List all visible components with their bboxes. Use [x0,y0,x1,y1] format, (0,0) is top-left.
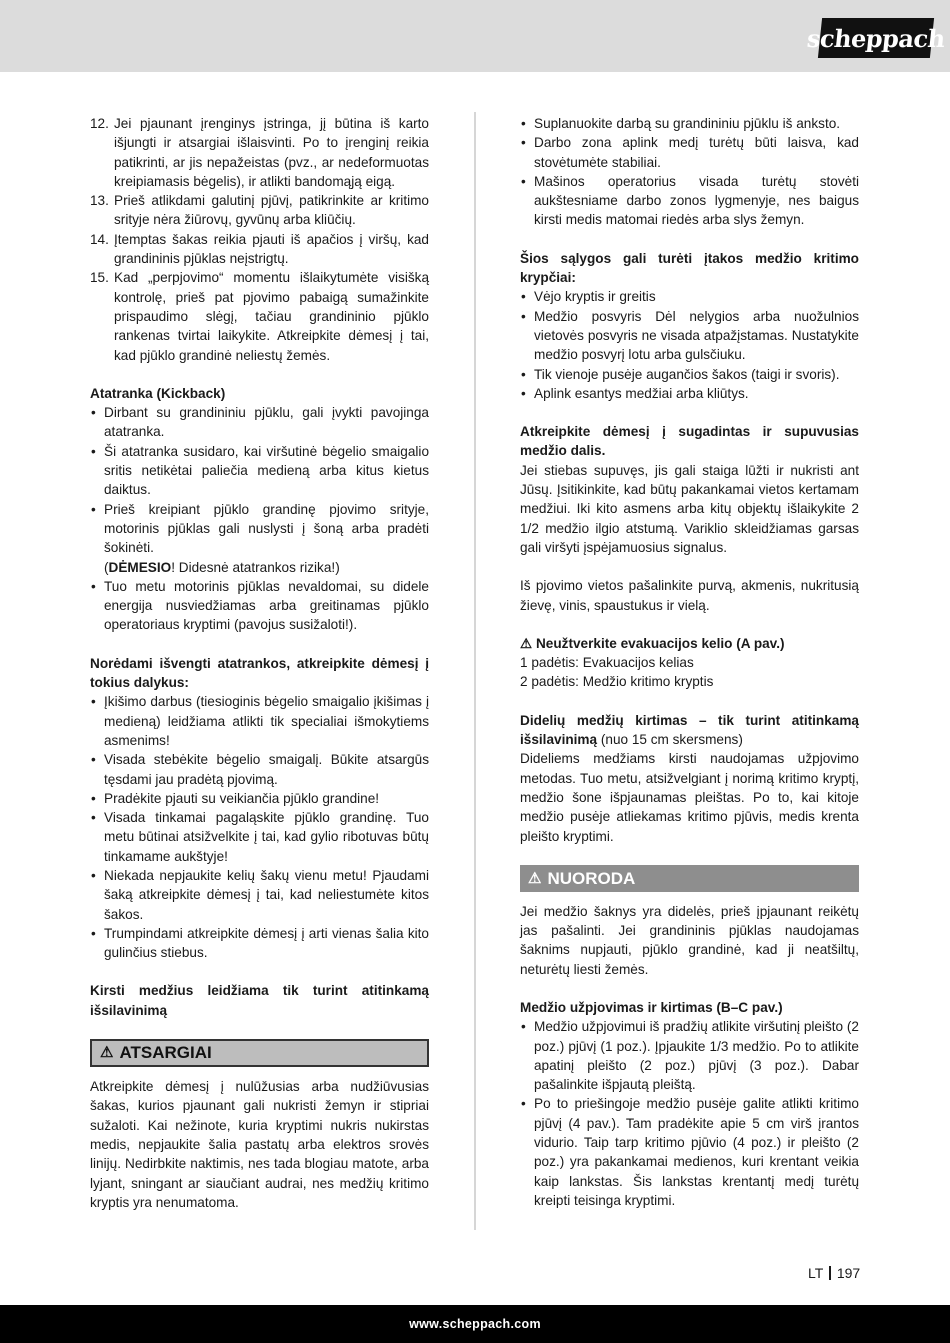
column-divider [474,112,476,1230]
kickback-note: (DĖMESIO! Didesnė atatrankos rizika!) [104,559,340,575]
warning-triangle-icon: ⚠ [520,635,536,651]
damaged-wood-text: Jei stiebas supuvęs, jis gali staiga lūžti ir nukristi ant Jūsų. Įsitikinkite, kad būtų pakankamai vietos kertamam medžiui. Iki kito asmens arba kitų objektų išlaikykite 2 1/2 medžio ilgio atstumą. Variklio skleidžiamas garsas gali viršyti įspėjamuosius signalus. [520,462,859,555]
divider [829,1266,831,1280]
kickback-heading: Atatranka (Kickback) [90,385,226,401]
notch-felling-heading: Medžio užpjovimas ir kirtimas (B–C pav.) [520,999,783,1015]
conditions-list [520,287,859,403]
list-item: • Visada tinkamai pagaląskite pjūklo grandinę. Tuo metu būtinai atsižvelkite į tai, kad gylio ribotuvas būtų tinkamame aukštyje! [90,808,429,866]
list-item: • Darbo zona aplink medį turėtų būti laisva, kad stovėtumėte stabiliai. [520,133,859,172]
list-item: • Medžio posvyris Dėl nelygios arba nuožulnios vietovės posvyris ne visada atpažįstamas. Nustatykite medžio posvyrį lotu arba gulsčiuku. [520,307,859,365]
caution-box: ⚠ ATSARGIAI [90,1039,429,1067]
list-item: • Mašinos operatorius visada turėtų stovėti aukštesniame darbo zonos lygmenyje, nes baigus kirsti medis matomai riedės arba slys žemyn. [520,172,859,230]
list-item: • Trumpindami atkreipkite dėmesį į arti vienas šalia kito gulinčius stiebus. [90,924,429,963]
list-item: • Tik vienoje pusėje augančios šakos (taigi ir svoris). [520,365,859,384]
footer-bar [0,1305,950,1343]
avoid-kickback-heading: Norėdami išvengti atatrankos, atkreipkite dėmesį į tokius dalykus: [90,655,429,691]
list-item: • Dirbant su grandininiu pjūklu, gali įvykti pavojinga atatranka. [90,403,429,442]
escape-position-2: 2 padėtis: Medžio kritimo kryptis [520,674,714,690]
large-trees-heading: Didelių medžių kirtimas – tik turint atitinkamą išsilavinimą (nuo 15 cm skersmens) [520,712,859,748]
planning-list [520,114,859,230]
list-item: • Įkišimo darbus (tiesioginis bėgelio smaigalio įkišimas į medieną) leidžiama atlikti tik specialiai išmokytiems asmenims! [90,692,429,750]
escape-position-1: 1 padėtis: Evakuacijos kelias [520,655,694,671]
avoid-kickback-list [90,692,429,962]
list-item: • Prieš kreipiant pjūklo grandinę pjovimo srityje, motorinis pjūklas gali nuslysti į šoną arba pradėti šokinėti. (DĖMESIO! Didesnė atatrankos rizika!) [90,500,429,577]
list-item: • Pradėkite pjauti su veikiančia pjūklo grandine! [90,789,429,808]
list-item: • Po to priešingoje medžio pusėje galite atlikti kritimo pjūvį (4 pav.). Tam pradėkite apie 5 cm virš įrantos vidurio. Taip tarp kritimo pjūvio (4 poz.) ir pleišto (2 poz.) yra pakankamai medienos, kuri krentant veikia kaip lankstas. Šis lankstas krentantį medį turėtų kreipti teisinga kryptimi. [520,1094,859,1210]
caution-text: Atkreipkite dėmesį į nulūžusias arba nudžiūvusias šakas, kurios pjaunant gali nukristi žemyn ir stipriai sužaloti. Kai nežinote, kuria kryptimi nukris nukirstas medis, nepjaukite šalia pastatų arba elektros srovės linijų. Nedirbkite naktimis, nes tada blogiau matote, arba lyjant, sningant ar siaučiant audrai, nes medžių kritimo kryptis yra nenumatoma. [90,1079,429,1210]
list-item: • Ši atatranka susidaro, kai viršutinė bėgelio smaigalio sritis netikėtai paliečia medieną arba kitus kietus daiktus. [90,442,429,500]
brand-logo: scheppach [818,18,934,58]
list-item: 15. Kad „perpjovimo“ momentu išlaikytumėte visišką kontrolę, prieš pat pjovimo pabaigą sumažinkite prispaudimo slėgį, tačiau grandininio pjūklo rankenas tvirtai laikykite. Atkreipkite dėmesį į tai, kad pjūklo grandinė neliestų žemės. [90,270,429,363]
note-box: ⚠ NUORODA [520,865,859,892]
page-number: LT 197 [808,1265,861,1281]
clean-cut-site-text: Iš pjovimo vietos pašalinkite purvą, akmenis, nukritusią žievę, vinis, spaustukus ir vielą. [520,578,859,613]
list-item: • Vėjo kryptis ir greitis [520,287,859,306]
training-requirement: Kirsti medžius leidžiama tik turint atitinkamą išsilavinimą [90,983,429,1018]
list-item: 13. Prieš atlikdami galutinį pjūvį, patikrinkite ar kritimo srityje nėra žiūrovų, gyvūnų arba kliūčių. [90,193,429,228]
escape-route-heading: ⚠ Neužtverkite evakuacijos kelio (A pav.) [520,635,785,651]
numbered-instructions [90,114,429,365]
list-item: 12. Jei pjaunant įrenginys įstringa, jį būtina iš karto išjungti ir atsargiai išlaisvinti. Po to įrenginį reikia patikrinti, ar jis nepažeistas (pvz., ar nedeformuotas kreipiamasis bėgelis), ir atlikti bandomąją eigą. [90,116,429,189]
list-item: • Visada stebėkite bėgelio smaigalį. Būkite atsargūs tęsdami jau pradėtą pjovimą. [90,750,429,789]
damaged-wood-heading: Atkreipkite dėmesį į sugadintas ir supuvusias medžio dalis. [520,424,859,459]
website-link[interactable]: www.scheppach.com [409,1317,541,1331]
list-item: 14. Įtemptas šakas reikia pjauti iš apačios į viršų, kad grandininis pjūklas neįstrigtų. [90,231,429,267]
list-item: • Suplanuokite darbą su grandininiu pjūklu iš anksto. [520,114,859,133]
notch-felling-list [520,1017,859,1210]
header-bar [0,0,950,72]
list-item: • Tuo metu motorinis pjūklas nevaldomai, su didele energija nusviedžiamas arba greitinamas pjūklo operatoriaus kryptimi (pavojus susižaloti!). [90,577,429,635]
list-item: • Medžio užpjovimui iš pradžių atlikite viršutinį pleišto (2 poz.) pjūvį (1 poz.). Įpjaukite 1/3 medžio. Po to atlikite apatinį pleišto (2 poz.) pjūvį (3 poz.). Dabar pašalinkite išpjautą pleištą. [520,1017,859,1094]
list-item: • Niekada nepjaukite kelių šakų vienu metu! Pjaudami šaką atkreipkite dėmesį į tai, kad neliestumėte kitos šakos. [90,866,429,924]
kickback-list [90,403,429,635]
list-item: • Aplink esantys medžiai arba kliūtys. [520,384,859,403]
warning-triangle-icon: ⚠ [528,869,542,887]
note-text: Jei medžio šaknys yra didelės, prieš įpjaunant reikėtų jas pašalinti. Jei grandininis pjūklas naudojamas šaknims nupjauti, pjūklo grandinė, kad ji neatšiltų, neturėtų liesti žemės. [520,903,859,977]
warning-triangle-icon: ⚠ [100,1044,114,1062]
conditions-heading: Šios sąlygos gali turėti įtakos medžio kritimo krypčiai: [520,250,859,286]
right-column [520,114,859,1210]
large-trees-text: Dideliems medžiams kirsti naudojamas užpjovimo metodas. Tuo metu, atsižvelgiant į norimą kritimo kryptį, medžio šone išpjaunamas pleištas. Po to, kai kitoje medžio pusėje atliekamas kritimo pjūvis, medis krenta pleišto kryptimi. [520,751,859,844]
left-column [90,114,429,1212]
